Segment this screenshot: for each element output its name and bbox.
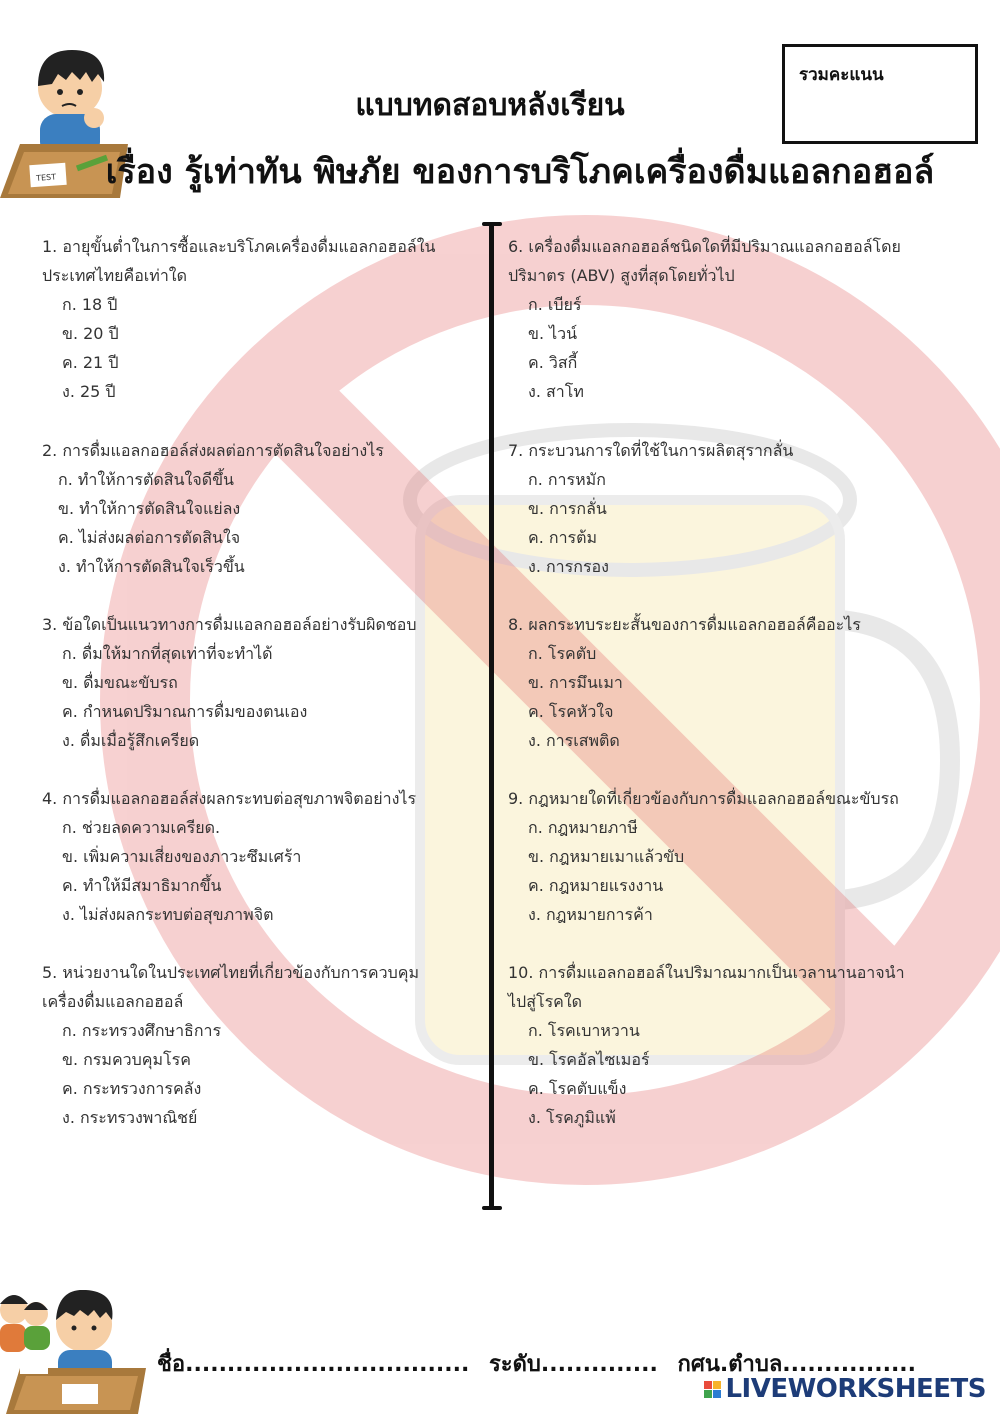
option-c[interactable]: ค. ทำให้มีสมาธิมากขึ้น <box>62 876 222 895</box>
option-c[interactable]: ค. กฎหมายแรงงาน <box>528 876 664 895</box>
option-d[interactable]: ง. การเสพติด <box>528 731 620 750</box>
question-stem-cont: เครื่องดื่มแอลกอฮอล์ <box>42 992 184 1011</box>
question-6 <box>508 232 978 406</box>
liveworksheets-logo <box>704 1374 986 1404</box>
option-d[interactable]: ง. ไม่ส่งผลกระทบต่อสุขภาพจิต <box>62 905 274 924</box>
question-8 <box>508 610 978 755</box>
question-stem-cont: ปริมาตร (ABV) สูงที่สุดโดยทั่วไป <box>508 266 735 285</box>
option-a[interactable]: ก. โรคเบาหวาน <box>528 1021 640 1040</box>
option-a[interactable]: ก. การหมัก <box>528 470 606 489</box>
option-a[interactable]: ก. ทำให้การตัดสินใจดีขึ้น <box>58 470 234 489</box>
score-box[interactable] <box>782 44 978 144</box>
question-stem: 7. กระบวนการใดที่ใช้ในการผลิตสุรากลั่น <box>508 441 794 460</box>
column-divider <box>489 224 494 1209</box>
question-stem: 10. การดื่มแอลกอฮอล์ในปริมาณมากเป็นเวลานานอาจนำ <box>508 963 905 982</box>
option-b[interactable]: ข. ทำให้การตัดสินใจแย่ลง <box>58 499 241 518</box>
divider-cap-top <box>482 222 502 226</box>
question-stem: 5. หน่วยงานใดในประเทศไทยที่เกี่ยวข้องกับการควบคุม <box>42 963 419 982</box>
question-5 <box>42 958 482 1132</box>
liveworksheets-logo-icon <box>704 1381 721 1398</box>
question-stem-cont: ประเทศไทยคือเท่าใด <box>42 266 187 285</box>
option-a[interactable]: ก. เบียร์ <box>528 295 582 314</box>
option-c[interactable]: ค. ไม่ส่งผลต่อการตัดสินใจ <box>58 528 241 547</box>
question-10 <box>508 958 978 1132</box>
option-d[interactable]: ง. การกรอง <box>528 557 609 576</box>
option-b[interactable]: ข. 20 ปี <box>62 324 119 343</box>
option-c[interactable]: ค. การต้ม <box>528 528 598 547</box>
question-stem: 3. ข้อใดเป็นแนวทางการดื่มแอลกอฮอล์อย่างรับผิดชอบ <box>42 615 417 634</box>
question-4 <box>42 784 482 929</box>
center-field[interactable]: กศน.ตำบล................ <box>677 1352 917 1377</box>
question-9 <box>508 784 978 929</box>
question-stem: 6. เครื่องดื่มแอลกอฮอล์ชนิดใดที่มีปริมาณแอลกอฮอล์โดย <box>508 237 901 256</box>
option-c[interactable]: ค. 21 ปี <box>62 353 119 372</box>
option-b[interactable]: ข. โรคอัลไซเมอร์ <box>528 1050 650 1069</box>
option-b[interactable]: ข. ดื่มขณะขับรถ <box>62 673 178 692</box>
question-1 <box>42 232 482 406</box>
option-b[interactable]: ข. ไวน์ <box>528 324 578 343</box>
question-2 <box>42 436 482 581</box>
question-stem: 2. การดื่มแอลกอฮอล์ส่งผลต่อการตัดสินใจอย่างไร <box>42 441 384 460</box>
option-c[interactable]: ค. กำหนดปริมาณการดื่มของตนเอง <box>62 702 308 721</box>
option-d[interactable]: ง. โรคภูมิแพ้ <box>528 1108 616 1127</box>
option-a[interactable]: ก. กระทรวงศึกษาธิการ <box>62 1021 222 1040</box>
option-d[interactable]: ง. ทำให้การตัดสินใจเร็วขึ้น <box>58 557 245 576</box>
students-exam-illustration <box>0 1290 150 1414</box>
option-d[interactable]: ง. สาโท <box>528 382 584 401</box>
question-stem: 9. กฎหมายใดที่เกี่ยวข้องกับการดื่มแอลกอฮอล์ขณะขับรถ <box>508 789 899 808</box>
name-field[interactable]: ชื่อ.................................. <box>157 1352 470 1377</box>
page-subtitle: เรื่อง รู้เท่าทัน พิษภัย ของการบริโภคเครื่องดื่มแอลกอฮอล์ <box>105 152 935 192</box>
option-a[interactable]: ก. ช่วยลดความเครียด. <box>62 818 221 837</box>
option-b[interactable]: ข. การมึนเมา <box>528 673 623 692</box>
question-stem: 4. การดื่มแอลกอฮอล์ส่งผลกระทบต่อสุขภาพจิตอย่างไร <box>42 789 417 808</box>
option-c[interactable]: ค. โรคตับแข็ง <box>528 1079 627 1098</box>
option-a[interactable]: ก. ดื่มให้มากที่สุดเท่าที่จะทำได้ <box>62 644 273 663</box>
question-3 <box>42 610 482 755</box>
option-b[interactable]: ข. กฎหมายเมาแล้วขับ <box>528 847 685 866</box>
option-b[interactable]: ข. กรมควบคุมโรค <box>62 1050 191 1069</box>
option-b[interactable]: ข. เพิ่มความเสี่ยงของภาวะซึมเศร้า <box>62 847 302 866</box>
option-d[interactable]: ง. ดื่มเมื่อรู้สึกเครียด <box>62 731 200 750</box>
question-stem-cont: ไปสู่โรคใด <box>508 992 583 1011</box>
divider-cap-bottom <box>482 1206 502 1210</box>
option-d[interactable]: ง. กฎหมายการค้า <box>528 905 653 924</box>
option-c[interactable]: ค. โรคหัวใจ <box>528 702 614 721</box>
svg-text:TEST: TEST <box>35 172 57 183</box>
option-c[interactable]: ค. กระทรวงการคลัง <box>62 1079 202 1098</box>
page-title: แบบทดสอบหลังเรียน <box>355 88 625 123</box>
option-d[interactable]: ง. กระทรวงพาณิชย์ <box>62 1108 198 1127</box>
option-b[interactable]: ข. การกลั่น <box>528 499 607 518</box>
score-label: รวมคะแนน <box>799 65 884 85</box>
question-stem: 1. อายุขั้นต่ำในการซื้อและบริโภคเครื่องดื่มแอลกอฮอล์ใน <box>42 237 436 256</box>
level-field[interactable]: ระดับ.............. <box>488 1352 658 1377</box>
option-a[interactable]: ก. 18 ปี <box>62 295 118 314</box>
question-7 <box>508 436 978 581</box>
option-c[interactable]: ค. วิสกี้ <box>528 353 578 372</box>
option-a[interactable]: ก. โรคตับ <box>528 644 597 663</box>
question-stem: 8. ผลกระทบระยะสั้นของการดื่มแอลกอฮอล์คืออะไร <box>508 615 861 634</box>
option-d[interactable]: ง. 25 ปี <box>62 382 116 401</box>
brand-text: LIVEWORKSHEETS <box>725 1374 986 1404</box>
option-a[interactable]: ก. กฎหมายภาษี <box>528 818 638 837</box>
